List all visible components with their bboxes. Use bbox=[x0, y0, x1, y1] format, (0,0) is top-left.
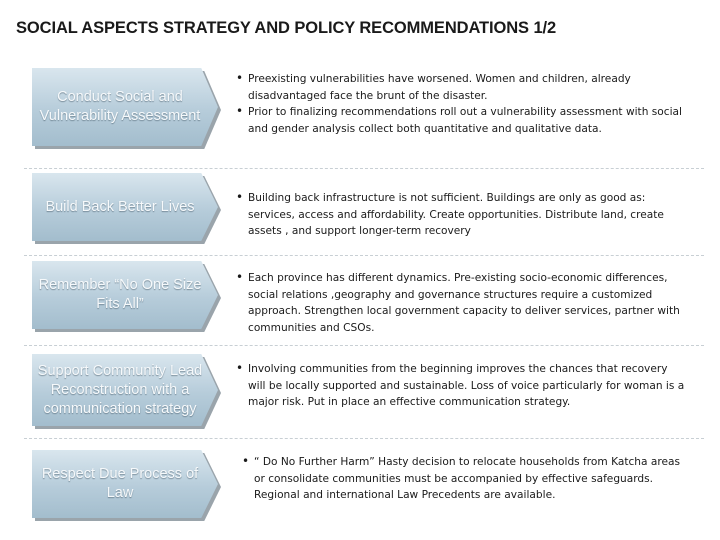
bullet-item: • Each province has different dynamics. Pre-existing socio-economic differences, social relations ,geography and governance structures require a customized approach. Strengthen local government capacity to deliver services, partner with communities and CSOs. bbox=[236, 270, 686, 336]
bullet-item: • Involving communities from the beginning improves the chances that recovery will be locally supported and sustainable. Loss of voice particularly for woman is a major risk. Put in place an effective communication strategy. bbox=[236, 361, 686, 411]
recommendation-label: Build Back Better Lives bbox=[45, 198, 195, 215]
recommendation-label: Conduct Social and Vulnerability Assessment bbox=[39, 89, 201, 124]
bullet-item: • “ Do No Further Harm” Hasty decision to relocate households from Katcha areas or consolidate communities must be accompanied by effective safeguards. Regional and international Law Precedents are available. bbox=[242, 454, 688, 504]
bullet-item: • Prior to finalizing recommendations roll out a vulnerability assessment with social and gender analysis collect both quantitative and qualitative data. bbox=[236, 104, 686, 137]
bullet-item: • Building back infrastructure is not sufficient. Buildings are only as good as: services, access and affordability. Create opportunities. Distribute land, create assets , and support longer-term recovery bbox=[236, 190, 686, 240]
row-divider bbox=[24, 255, 704, 256]
bullet-list bbox=[236, 190, 686, 240]
row-divider bbox=[24, 438, 704, 439]
bullet-item: • Preexisting vulnerabilities have worsened. Women and children, already disadvantaged face the brunt of the disaster. bbox=[236, 71, 686, 104]
recommendation-label: Remember “No One Size Fits All” bbox=[38, 277, 202, 312]
slide-title: SOCIAL ASPECTS STRATEGY AND POLICY RECOMMENDATIONS 1/2 bbox=[16, 19, 557, 37]
bullet-list bbox=[242, 454, 688, 504]
row-divider bbox=[24, 345, 704, 346]
row-divider bbox=[24, 168, 704, 169]
recommendation-label: Respect Due Process of Law bbox=[41, 466, 199, 501]
recommendation-label: Support Community Lead Reconstruction with a communication strategy bbox=[37, 362, 203, 417]
bullet-list bbox=[236, 361, 686, 411]
bullet-list bbox=[236, 71, 686, 137]
bullet-list bbox=[236, 270, 686, 336]
